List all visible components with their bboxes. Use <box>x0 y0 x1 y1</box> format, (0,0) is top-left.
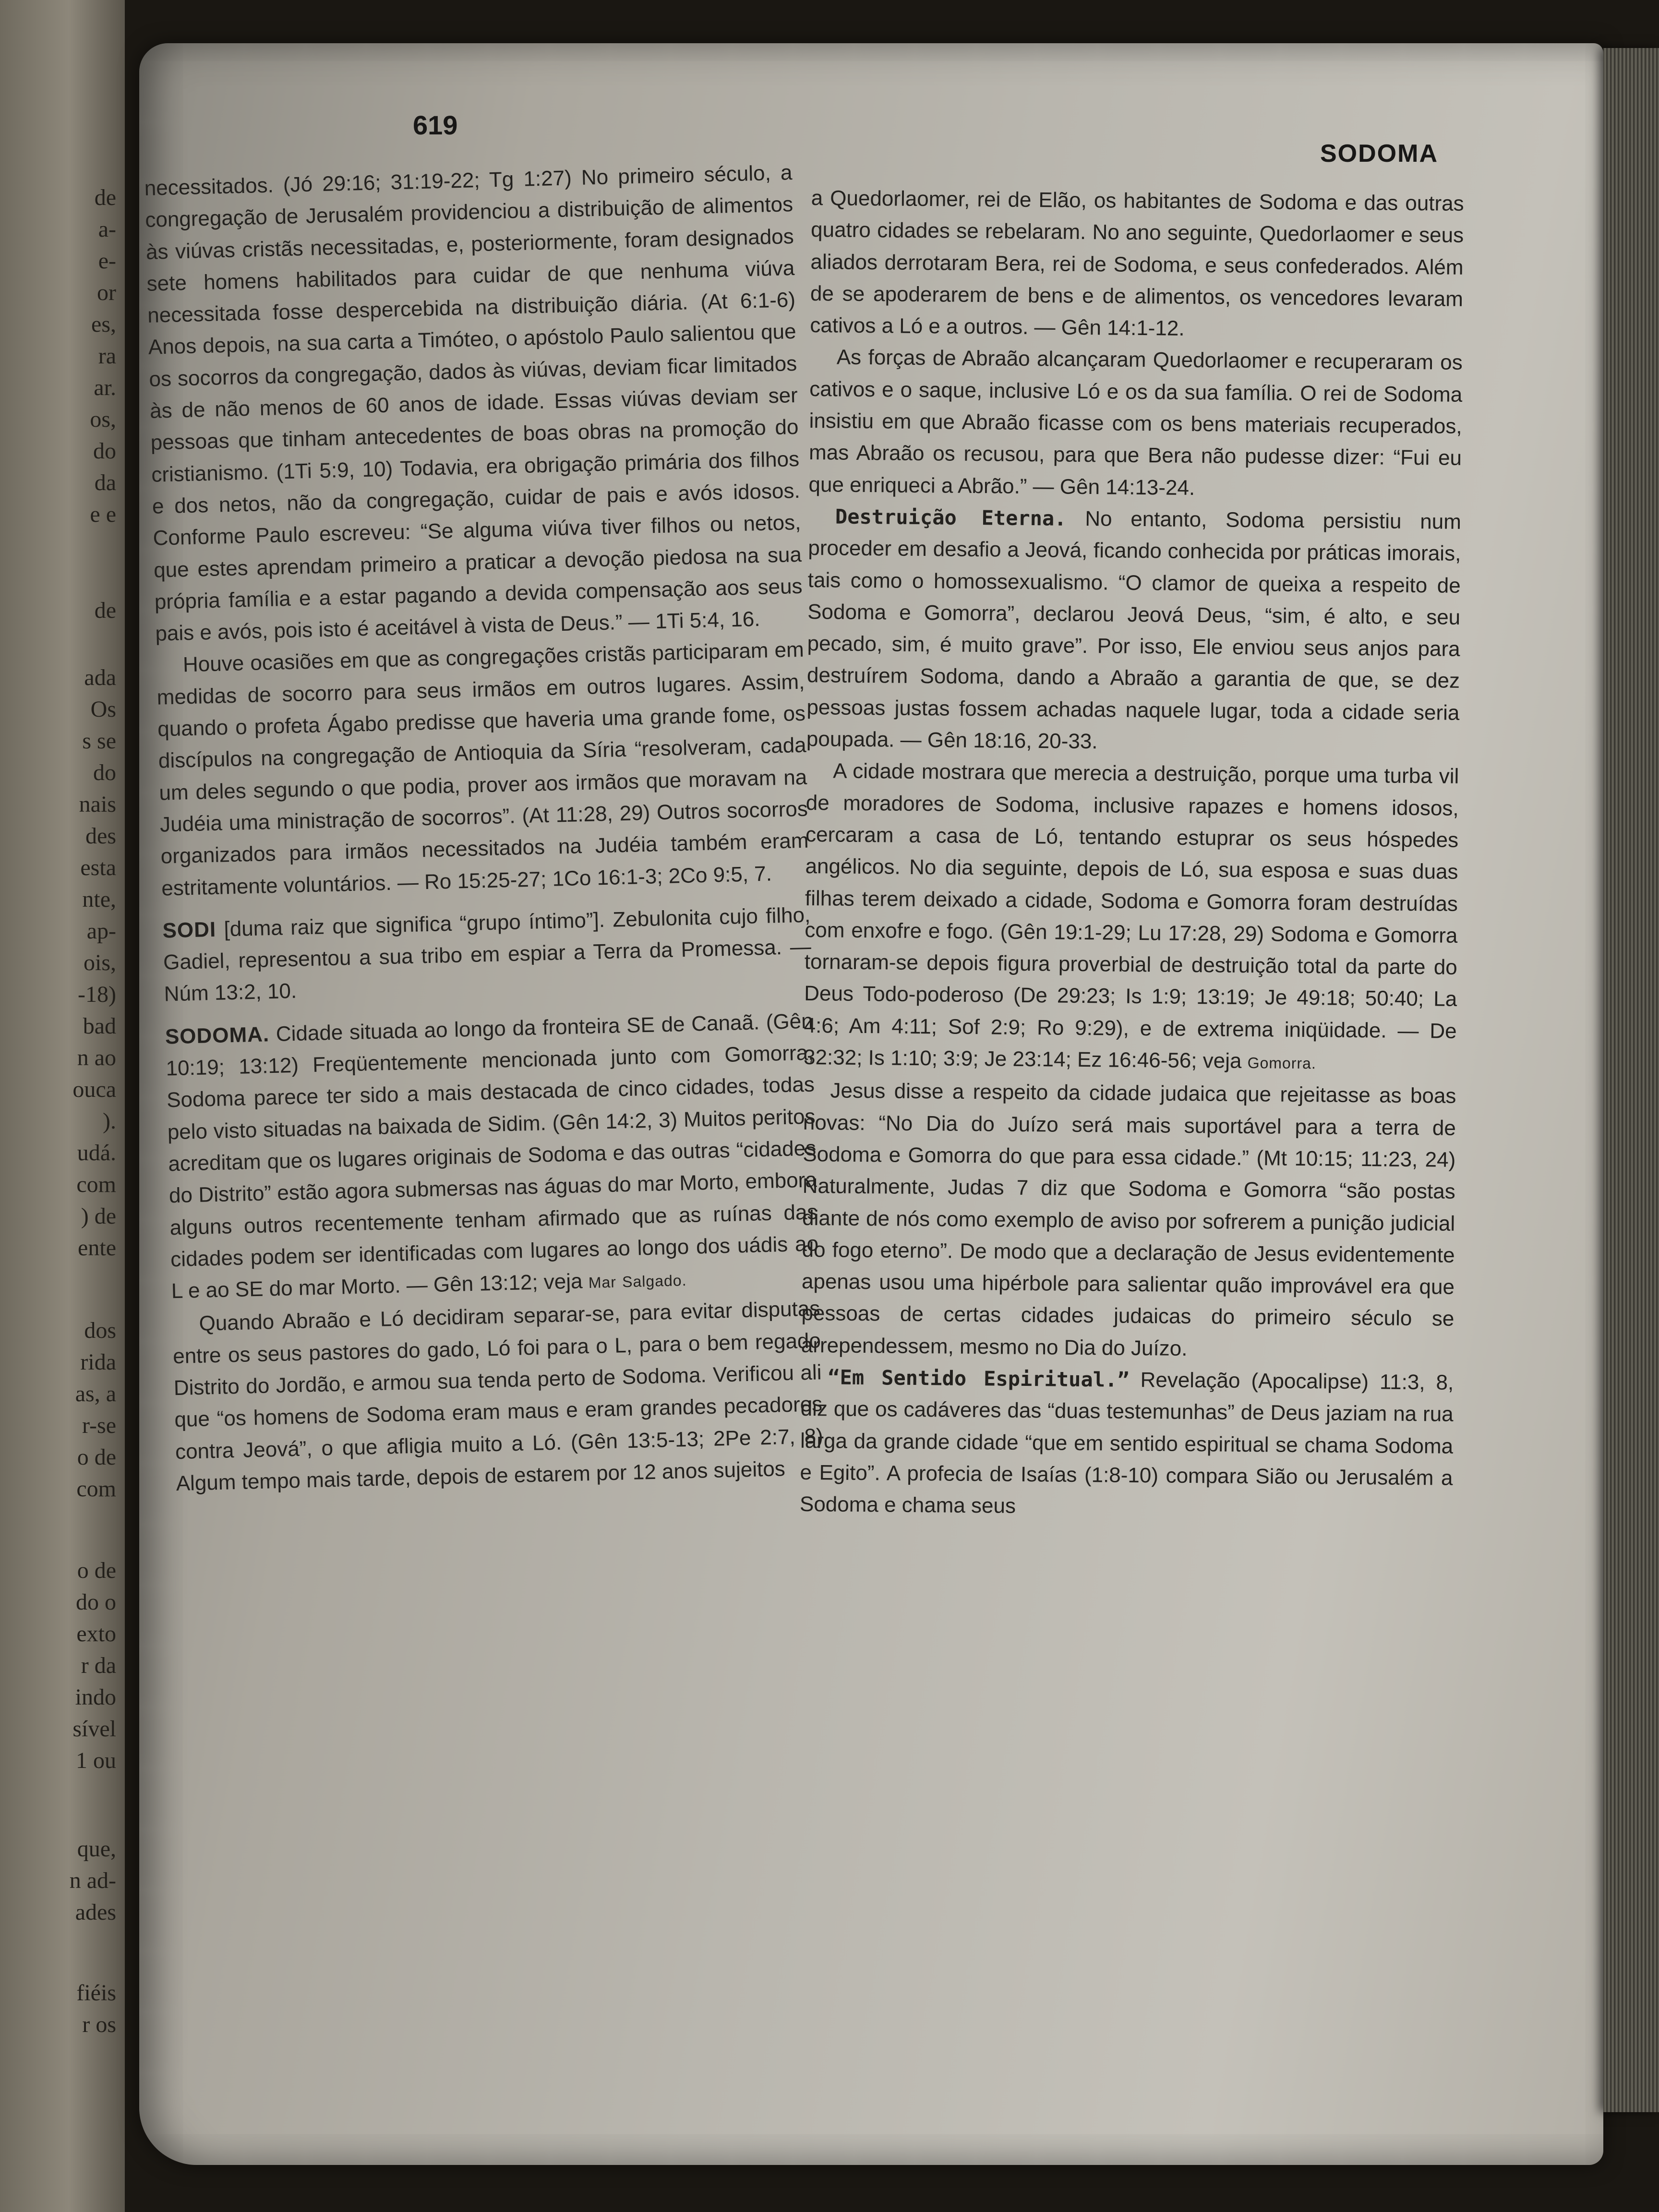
facing-page-fragment: exto <box>76 1621 116 1647</box>
paragraph <box>804 755 1459 1081</box>
facing-page-fragment: r os <box>82 2012 116 2037</box>
facing-page-fragment: do <box>93 760 116 785</box>
facing-page-fragment: ente <box>78 1235 116 1261</box>
section-destruicao <box>806 501 1462 761</box>
facing-page-fragment: fiéis <box>76 1980 116 2006</box>
facing-page-fragment: nte, <box>82 887 116 912</box>
page-block-edges <box>1603 48 1659 2112</box>
entry-sodoma <box>165 1005 819 1309</box>
facing-page-fragment: bad <box>83 1013 116 1039</box>
facing-page-fragment: es, <box>91 312 116 337</box>
facing-page-fragment: de <box>94 185 116 210</box>
facing-page-fragment: do <box>93 438 116 464</box>
facing-page-fragment: o de <box>77 1558 116 1583</box>
facing-page-fragment: or <box>97 280 116 305</box>
facing-page-fragment: ada <box>84 665 116 690</box>
section-heading: “Em Sentido Espiritual.” <box>828 1365 1130 1392</box>
entry-body: Cidade situada ao longo da fronteira SE de Canaã. (Gên 10:19; 13:12) Freqüentemente mencionada junto com Gomorra, Sodoma parece ter sido a mais destacada de cinco cidades, todas pelo visto situadas na baixada de Sidim. (Gên 14:2, 3) Muitos peritos acreditam que os lugares originais de Sodoma e das outras “cidades do Distrito” estão agora submersas nas águas do mar Morto, embora alguns outros recentemente tenham afirmado que as ruínas das cidades podem ser identificadas com lugares ao longo dos uádis ao L e ao SE do mar Morto. — Gên 13:12; veja <box>166 1009 819 1303</box>
facing-page-fragment: as, a <box>75 1381 116 1407</box>
facing-page-fragment: e- <box>98 248 116 274</box>
facing-page-fragment: com <box>76 1476 116 1502</box>
section-heading: Destruição Eterna. <box>835 505 1067 530</box>
facing-page-fragment: ois, <box>83 950 116 975</box>
facing-page-fragment: n ao <box>77 1045 116 1070</box>
facing-page-fragment: -18) <box>78 982 116 1007</box>
facing-page-fragment: ap- <box>86 918 116 944</box>
section-body: No entanto, Sodoma persistiu num proceder em desafio a Jeová, ficando conhecida por práticas imorais, tais como o homossexualismo. “O clamor de queixa a respeito de Sodoma e Gomorra”, declarou Jeová Deus, “sim, é alto, e seu pecado, sim, é muito grave”. Por isso, Ele enviou seus anjos para destruírem Sodoma, dando a Abraão a garantia de que, se dez pessoas justas fossem achadas naquele lugar, toda a cidade seria poupada. — Gên 18:16, 20-33. <box>806 506 1462 754</box>
cross-reference: Mar <box>588 1273 617 1292</box>
entry-body: [duma raiz que significa “grupo íntimo”]. Zebulonita cujo filho, Gadiel, representou a sua tribo em espiar a Terra da Promessa. — Núm 13:2, 10. <box>163 903 812 1006</box>
left-text-column <box>144 157 824 1500</box>
facing-page-fragment: udá. <box>77 1140 116 1166</box>
section-sentido-espiritual <box>800 1361 1454 1526</box>
paragraph: Quando Abraão e Ló decidiram separar-se, para evitar disputas entre os seus pastores do gado, Ló foi para o L, para o bem regado Distrito do Jordão, e armou sua tenda perto de Sodoma. Verificou ali que “os homens de Sodoma eram maus e eram grandes pecadores contra Jeová”, o que afligia muito a Ló. (Gên 13:5-13; 2Pe 2:7, 8) Algum tempo mais tarde, depois de estarem por 12 anos sujeitos <box>172 1297 824 1496</box>
facing-page-fragment: de <box>94 598 116 623</box>
cross-reference: Gomorra. <box>1247 1054 1316 1072</box>
facing-page-edge <box>0 0 125 2212</box>
facing-page-fragment: com <box>76 1172 116 1197</box>
facing-page-fragment: sível <box>72 1716 116 1742</box>
entry-headword: SODI <box>162 917 216 943</box>
facing-page-fragment: que, <box>77 1836 116 1862</box>
page-number: 619 <box>413 110 458 140</box>
facing-page-fragment: rida <box>80 1349 116 1375</box>
facing-page-fragment: s se <box>82 728 116 754</box>
facing-page-fragment: r-se <box>82 1413 116 1438</box>
facing-page-fragment: e e <box>90 502 116 527</box>
paragraph: Jesus disse a respeito da cidade judaica que rejeitasse as boas novas: “No Dia do Juízo será mais suportável para a terra de Sodoma e Gomorra do que para essa cidade.” (Mt 10:15; 11:23, 24) Naturalmente, Judas 7 diz que Sodoma e Gomorra “são postas diante de nós como exemplo de aviso por sofrerem a punição judicial do fogo eterno”. De modo que a declaração de Jesus evidentemente apenas usou uma hipérbole para salientar quão improvável era que pessoas de certas cidades judaicas do primeiro século se arrependessem, mesmo no Dia do Juízo. <box>801 1079 1456 1360</box>
paragraph: necessitados. (Jó 29:16; 31:19-22; Tg 1:27) No primeiro século, a congregação de Jerusalém providenciou a distribuição de alimentos às viúvas cristãs necessitadas, e, posteriormente, foram designados sete homens habilitados para cuidar de que nenhuma viúva necessitada fosse despercebida na distribuição diária. (At 6:1-6) Anos depois, na sua carta a Timóteo, o apóstolo Paulo salientou que os socorros da congregação, dados às viúvas, deviam ficar limitados às de não menos de 60 anos de idade. Essas viúvas deviam ser pessoas que tinham antecedentes de boas obras na promoção do cristianismo. (1Ti 5:9, 10) Todavia, era obrigação primária dos filhos e dos netos, não da congregação, cuidar de pais e avós idosos. Conforme Paulo escreveu: “Se alguma viúva tiver filhos ou netos, que estes aprendam primeiro a praticar a devoção piedosa na sua própria família e a estar pagando a devida compensação aos seus pais e avós, pois isto é aceitável à vista de Deus.” — 1Ti 5:4, 16. <box>144 161 803 646</box>
facing-page-fragment: nais <box>79 792 116 817</box>
facing-page-fragment: indo <box>75 1684 116 1710</box>
paragraph: a Quedorlaomer, rei de Elão, os habitantes de Sodoma e das outras quatro cidades se rebelaram. No ano seguinte, Quedorlaomer e seus aliados derrotaram Bera, rei de Sodoma, e seus confederados. Além de se apoderarem de bens e de alimentos, os vencedores levaram cativos a Ló e a outros. — Gên 14:1-12. <box>810 186 1464 340</box>
entry-headword: SODOMA. <box>165 1022 270 1049</box>
facing-page-fragment: a- <box>98 216 116 242</box>
facing-page-fragment: ades <box>75 1899 116 1925</box>
facing-page-fragment: ). <box>103 1108 116 1134</box>
running-head: SODOMA <box>1320 140 1438 168</box>
facing-page-fragment: do o <box>76 1589 116 1615</box>
facing-page-fragment: 1 ou <box>76 1748 116 1773</box>
entry-sodi <box>162 899 812 1010</box>
facing-page-fragment: ouca <box>72 1077 116 1102</box>
cross-reference: Salgado. <box>622 1272 687 1291</box>
section-body: Revelação (Apocalipse) 11:3, 8, diz que os cadáveres das “duas testemunhas” de Deus jaziam na rua larga da grande cidade “que em sentido espiritual se chama Sodoma e Egito”. A profecia de Isaías (1:8-10) compara Sião ou Jerusalém a Sodoma e chama seus <box>799 1368 1454 1518</box>
facing-page-fragment: n ad- <box>69 1868 116 1893</box>
facing-page-fragment: dos <box>84 1318 116 1343</box>
paragraph: Houve ocasiões em que as congregações cristãs participaram em medidas de socorro para seus irmãos em outros lugares. Assim, quando o profeta Ágabo predisse que haveria uma grande fome, os discípulos na congregação de Antioquia da Síria “resolveram, cada um deles segundo o que podia, prover aos irmãos que moravam na Judéia uma ministração de socorros”. (At 11:28, 29) Outros socorros organizados para irmãos necessitados na Judéia também eram estritamente voluntários. — Ro 15:25-27; 1Co 16:1-3; 2Co 9:5, 7. <box>156 638 809 901</box>
paragraph: As forças de Abraão alcançaram Quedorlaomer e recuperaram os cativos e o saque, inclusive Ló e os da sua família. O rei de Sodoma insistiu em que Abraão ficasse com os bens materiais recuperados, mas Abraão os recusou, para que Bera não pudesse dizer: “Fui eu que enriqueci a Abrão.” — Gên 14:13-24. <box>808 345 1463 500</box>
facing-page-fragment: Os <box>90 697 116 722</box>
facing-page-fragment: r da <box>81 1653 116 1678</box>
right-text-column <box>800 182 1464 1526</box>
facing-page-fragment: ar. <box>94 375 116 400</box>
facing-page-fragment: des <box>85 823 116 849</box>
facing-page-fragment: o de <box>77 1444 116 1470</box>
facing-page-fragment: esta <box>80 855 116 880</box>
facing-page-fragment: da <box>94 470 116 495</box>
facing-page-fragment: ra <box>98 343 116 369</box>
paragraph-text: A cidade mostrara que merecia a destruição, porque uma turba vil de moradores de Sodoma, inclusive rapazes e homens idosos, cercaram a casa de Ló, tentando estuprar os seus hóspedes angélicos. No dia seguinte, depois de Ló, sua esposa e suas duas filhas terem deixado a cidade, Sodoma e Gomorra foram destruídas com enxofre e fogo. (Gên 19:1-29; Lu 17:28, 29) Sodoma e Gomorra tornaram-se depois figura proverbial de destruição total da parte do Deus Todo-poderoso (De 29:23; Is 1:9; 13:19; Je 49:18; 50:40; La 4:6; Am 4:11; Sof 2:9; Ro 9:29), e de extrema iniqüidade. — De 32:32; Is 1:10; 3:9; Je 23:14; Ez 16:46-56; veja <box>803 759 1459 1073</box>
facing-page-fragment: ) de <box>81 1203 116 1229</box>
facing-page-fragment: os, <box>90 407 116 432</box>
